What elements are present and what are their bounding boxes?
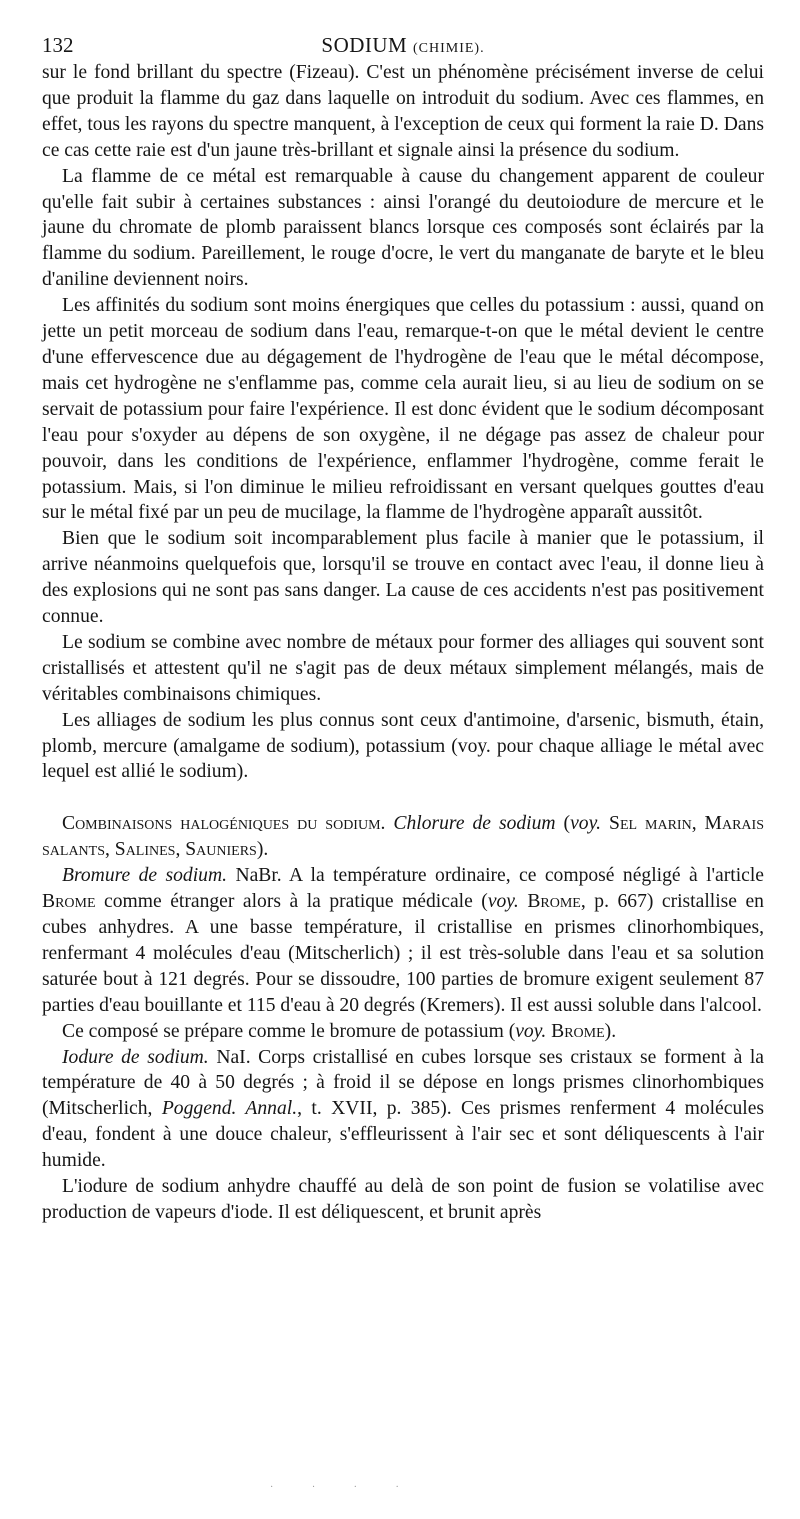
term-chlorure: Chlorure de sodium <box>393 813 556 835</box>
page-number: 132 <box>42 33 74 57</box>
paragraph-spectrum: sur le fond brillant du spectre (Fizeau). C'est un phénomène précisément inverse de celui que produit la flamme du gaz dans laquelle on introduit du sodium. Avec ces flammes, en effet, tous les rayons du spectre manquent, à l'exception de ceux qui forment la raie D. Dans ce cas cette raie est d'un jaune très-brillant et signale ainsi la présence du sodium. <box>42 62 764 161</box>
term-bromure: Bromure de sodium. <box>62 865 228 887</box>
paragraph-iodure: Iodure de sodium. NaI. Corps cristallisé en cubes lorsque ses cristaux se forment à la température de 40 à 50 degrés ; à froid il se dépose en longs prismes clinorhombiques (Mitscherlich, Poggend. Annal., t. XVII, p. 385). Ces prismes renferment 4 molécules d'eau, fondent à une douce chaleur, s'effleurissent à l'air sec et sont déliquescents à l'air humide. <box>42 1046 765 1172</box>
paragraph-halogen-compounds: Combinaisons halogéniques du sodium. Chlorure de sodium (voy. Sel marin, Marais salants, Salines, Sauniers). <box>42 813 764 861</box>
paragraph-flame-color: La flamme de ce métal est remarquable à cause du changement apparent de couleur qu'elle fait subir à certaines substances : ainsi l'orangé du deutoiodure de mercure et le jaune du chromate de plomb paraissent blancs lorsque ces composés sont éclairés par la flamme du sodium. Pareillement, le rouge d'ocre, le vert du manganate de baryte et le bleu d'aniline deviennent noirs. <box>42 165 764 291</box>
paragraph-iodure-anhydre: L'iodure de sodium anhydre chauffé au delà de son point de fusion se volatilise avec production de vapeurs d'iode. Il est déliquescent, et brunit après <box>42 1176 764 1223</box>
source-citation: Poggend. Annal. <box>161 1098 298 1120</box>
running-title-sub: (CHIMIE). <box>412 41 485 56</box>
paragraph-known-alloys: Les alliages de sodium les plus connus sont ceux d'antimoine, d'arsenic, bismuth, étain, plomb, mercure (amalgame de sodium), potassium (voy. pour chaque alliage le métal avec lequel est allié le sodium). <box>42 709 764 783</box>
cross-reference: Sel marin, Marais salants, Salines, Sauniers <box>42 813 764 861</box>
paragraph-alloys: Le sodium se combine avec nombre de métaux pour former des alliages qui souvent sont cristallisés et attestent qu'il ne s'agit pas de deux métaux simplement mélangés, mais de véritables combinaisons chimiques. <box>42 631 764 705</box>
cross-reference: Brome <box>546 1020 605 1042</box>
section-gap <box>42 785 764 811</box>
paragraph-affinities: Les affinités du sodium sont moins énergiques que celles du potassium : aussi, quand on jette un petit morceau de sodium dans l'eau, remarque-t-on que le métal devient le centre d'une effervescence due au dégagement de l'hydrogène de l'eau que le métal décompose, mais cet hydrogène ne s'enflamme pas, comme cela aurait lieu, si au lieu de sodium on se servait de potassium pour faire l'expérience. Il est donc évident que le sodium décomposant l'eau pour s'oxyder au dépens de son oxygène, il ne dégage pas assez de chaleur pour pouvoir, dans les conditions de l'expérience, enflammer l'hydrogène, comme ferait le potassium. Mais, si l'on diminue le milieu refroidissant en versant quelques gouttes d'eau sur le métal fixé par un peu de mucilage, la flamme de l'hydrogène apparaît aussitôt. <box>42 295 764 524</box>
paragraph-bromure-preparation: Ce composé se prépare comme le bromure de potassium (voy. Brome). <box>62 1020 617 1042</box>
running-head <box>42 30 764 60</box>
running-title <box>42 30 764 64</box>
article-body <box>42 60 764 1226</box>
paragraph-bromure: Bromure de sodium. NaBr. A la température ordinaire, ce composé négligé à l'article Brome comme étranger alors à la pratique médicale (voy. Brome, p. 667) cristallise en cubes anhydres. A une basse température, il cristallise en prismes clinorhombiques, renfermant 4 molécules d'eau (Mitscherlich) ; il est très-soluble dans l'eau et sa solution saturée bout à 121 degrés. Pour se dissoudre, 100 parties de bromure exigent seulement 87 parties d'eau bouillante et 115 d'eau à 20 degrés (Kremers). Il est aussi soluble dans l'alcool. <box>42 865 764 1016</box>
page <box>42 30 764 1226</box>
cross-reference: Brome <box>42 891 96 913</box>
print-artifact-marks: · · · · <box>270 1482 417 1493</box>
section-heading: Combinaisons halogéniques du sodium. <box>62 813 386 835</box>
cross-reference: Brome <box>518 891 581 913</box>
term-iodure: Iodure de sodium. <box>62 1046 209 1068</box>
paragraph-explosions: Bien que le sodium soit incomparablement plus facile à manier que le potassium, il arrive néanmoins quelquefois que, lorsqu'il se trouve en contact avec l'eau, il donne lieu à des explosions qui ne sont pas sans danger. La cause de ces accidents n'est pas positivement connue. <box>42 528 764 628</box>
running-title-main: SODIUM <box>321 33 408 57</box>
